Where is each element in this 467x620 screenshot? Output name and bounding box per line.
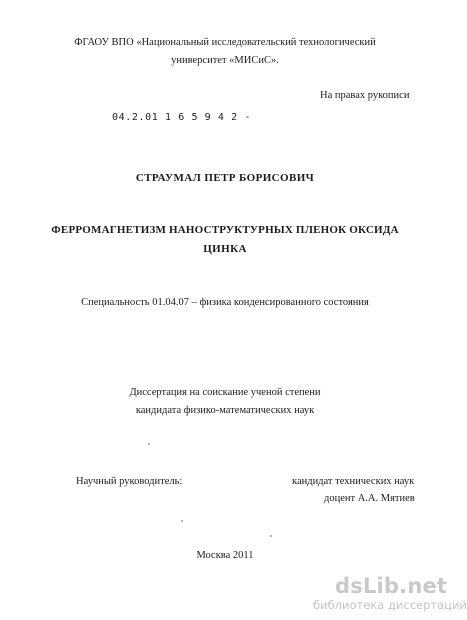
organization-line-1: ФГАОУ ВПО «Национальный исследовательский технологический	[74, 37, 376, 48]
city-year: Москва 2011	[196, 550, 254, 561]
dissertation-title-line-1: ФЕРРОМАГНЕТИЗМ НАНОСТРУКТУРНЫХ ПЛЕНОК ОКСИДА	[51, 224, 399, 236]
manuscript-rights-note: На правах рукописи	[320, 90, 410, 101]
supervisor-degree: кандидат технических наук	[292, 476, 415, 487]
supervisor-label: Научный руководитель:	[76, 476, 183, 487]
registration-code-stamp: 04.2.01 1 6 5 9 4 2 -	[112, 112, 252, 123]
watermark-subtitle: библиотека диссертаций	[313, 598, 467, 612]
degree-statement-line-2: кандидата физико-математических наук	[135, 405, 315, 416]
degree-statement-line-1: Диссертация на соискание ученой степени	[129, 387, 321, 398]
organization-line-2: университет «МИСиС».	[171, 55, 279, 66]
dslib-watermark	[313, 574, 467, 615]
scan-speck	[148, 443, 150, 445]
watermark-brand: dsLib.net	[335, 574, 448, 598]
dissertation-title-line-2: ЦИНКА	[203, 243, 247, 255]
author-name: СТРАУМАЛ ПЕТР БОРИСОВИЧ	[135, 172, 315, 184]
specialty-line: Специальность 01.04.07 – физика конденсированного состояния	[81, 297, 369, 308]
scan-speck	[270, 535, 272, 537]
supervisor-name: доцент А.А. Мятиев	[324, 493, 415, 504]
scan-speck	[181, 520, 183, 522]
